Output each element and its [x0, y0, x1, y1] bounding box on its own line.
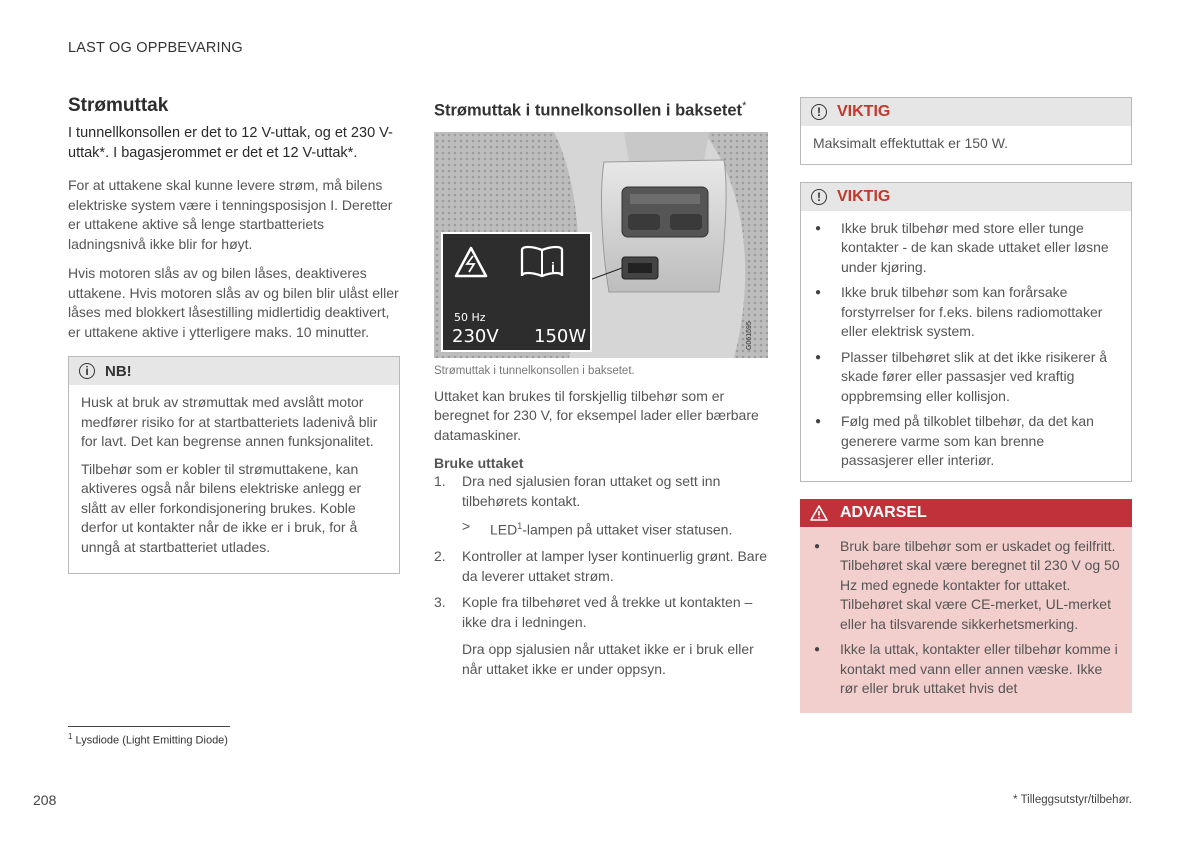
important-box-2 — [800, 182, 1132, 482]
figure-caption: Strømuttak i tunnelkonsollen i baksetet. — [434, 364, 635, 377]
important-label: VIKTIG — [837, 103, 891, 120]
important-label: VIKTIG — [837, 187, 891, 205]
outlet-illustration — [434, 132, 768, 358]
note-paragraph-2: Tilbehør som er kobler til strømuttakene, kan aktiveres også når bilens elektriske anlegg er slått av eller forkondisjonering brukes. Koble derfor ut kontakter når de ikke er i bruk, for å unngå at startbatteriet utlades. — [81, 460, 362, 555]
subsection-title-text: Strømuttak i tunnelkonsollen i baksetet — [434, 101, 743, 120]
steps-list — [434, 472, 768, 679]
step-number: 2. — [434, 548, 446, 565]
list-item — [434, 547, 768, 586]
column-left — [68, 95, 400, 574]
note-box — [68, 356, 400, 574]
paragraph-usage: Uttaket kan brukes til forskjellig tilbehør som er beregnet for 230 V, for eksempel lader eller bærbare datamaskiner. — [434, 387, 759, 443]
warning-body — [800, 527, 1132, 713]
usage-subheading: Bruke uttaket — [434, 455, 524, 471]
step-text: Kople fra tilbehøret ved å trekke ut kontakten – ikke dra i ledningen. — [462, 594, 753, 630]
figure-code: G061595 — [746, 320, 753, 350]
footnote — [68, 732, 228, 747]
step-text: Dra ned sjalusien foran uttaket og sett inn tilbehørets kontakt. — [462, 473, 721, 509]
result-text-end: -lampen på uttaket viser statusen. — [522, 521, 733, 538]
result-text-start: LED — [490, 521, 518, 538]
list-item — [434, 472, 768, 540]
paragraph-deactivation: Hvis motoren slås av og bilen låses, deaktiveres uttakene. Hvis motoren slås av og bilen blir ulåst eller låses med blokkert låsestilling midlertidig deaktivert, er uttakene aktive i ytterligere maks. 10 minutter. — [68, 265, 399, 340]
warning-list — [812, 537, 1120, 699]
exclamation-icon: ! — [811, 189, 827, 205]
paragraph-ignition: For at uttakene skal kunne levere strøm, må bilens elektriske system være i tenningsposisjon I. Deretter er uttakene aktive så lenge startbatteriets ladningsnivå ikke blir for høyt. — [68, 177, 393, 252]
warning-header — [800, 499, 1132, 527]
step-text: Kontroller at lamper lyser kontinuerlig grønt. Bare da leverer uttaket strøm. — [462, 548, 768, 584]
note-body — [69, 385, 399, 573]
footnote-ref: 1 — [517, 521, 523, 531]
intro-text: I tunnellkonsollen er det to 12 V-uttak, og et 230 V-uttak*. I bagasjerommet er det et 12 V-uttak*. — [68, 125, 393, 161]
important-box-1 — [800, 97, 1132, 165]
important-text: Maksimalt effektuttak er 150 W. — [813, 135, 1009, 151]
important-body — [801, 211, 1131, 481]
footnote-text: Lysdiode (Light Emitting Diode) — [75, 734, 228, 747]
step-number: 3. — [434, 594, 446, 611]
important-list — [813, 219, 1119, 471]
column-middle — [434, 95, 768, 686]
info-icon: i — [79, 363, 95, 379]
section-header: LAST OG OPPBEVARING — [68, 40, 243, 56]
exclamation-icon: ! — [811, 104, 827, 120]
frequency-label: 50 Hz — [454, 310, 486, 324]
note-paragraph-1: Husk at bruk av strømuttak med avslått motor medfører risiko for at startbatteriets ladenivå blir for lavt. Det kan begrense annen funksjonalitet. — [81, 394, 378, 449]
warning-triangle-icon — [810, 505, 828, 521]
subsection-title — [434, 95, 768, 122]
step-number: 1. — [434, 473, 446, 489]
note-label: NB! — [105, 362, 132, 380]
optional-marker: * — [742, 100, 747, 112]
warning-box — [800, 499, 1132, 713]
list-item: ● Ikke bruk tilbehør med store eller tunge kontakter - de kan skade uttaket eller løsne under kjøring. — [813, 219, 1119, 278]
important-header — [801, 183, 1131, 211]
optional-equipment-note: * Tilleggsutstyr/tilbehør. — [1013, 794, 1132, 806]
footnote-number: 1 — [68, 732, 73, 741]
outlet-illustration-drawing — [434, 132, 768, 358]
footnote-divider — [68, 726, 230, 727]
important-header — [801, 98, 1131, 126]
note-header — [69, 357, 399, 385]
list-item: ● Ikke la uttak, kontakter eller tilbehør komme i kontakt med vann eller annen væske. Ikke rør eller bruk uttaket hvis det — [812, 640, 1120, 699]
step-result — [462, 517, 768, 540]
page-number: 208 — [33, 792, 57, 808]
column-right — [800, 97, 1132, 713]
svg-text:i: i — [551, 258, 555, 275]
section-title: Strømuttak — [68, 95, 169, 116]
list-item — [434, 593, 768, 679]
voltage-label: 230V — [452, 325, 499, 347]
wattage-label: 150W — [534, 325, 587, 347]
result-arrow-icon: > — [462, 518, 471, 534]
step-followup: Dra opp sjalusien når uttaket ikke er i bruk eller når uttaket ikke er under oppsyn. — [462, 641, 754, 677]
list-item: ● Ikke bruk tilbehør som kan forårsake forstyrrelser for f.eks. bilens radiomottaker eller elektrisk system. — [813, 283, 1119, 342]
list-item: ● Bruk bare tilbehør som er uskadet og feilfritt. Tilbehøret skal være beregnet til 230 V og 50 Hz med egnede kontakter for uttaket. Tilbehøret skal være CE-merket, UL-merket eller ha tilsvarende sikkerhetsmerking. — [812, 537, 1120, 635]
list-item: ● Plasser tilbehøret slik at det ikke risikerer å skade fører eller passasjer ved kraftig oppbremsing eller kollisjon. — [813, 348, 1119, 407]
list-item: ● Følg med på tilkoblet tilbehør, da det kan generere varme som kan brenne passasjerer eller interiør. — [813, 412, 1119, 471]
warning-label: ADVARSEL — [840, 503, 927, 521]
